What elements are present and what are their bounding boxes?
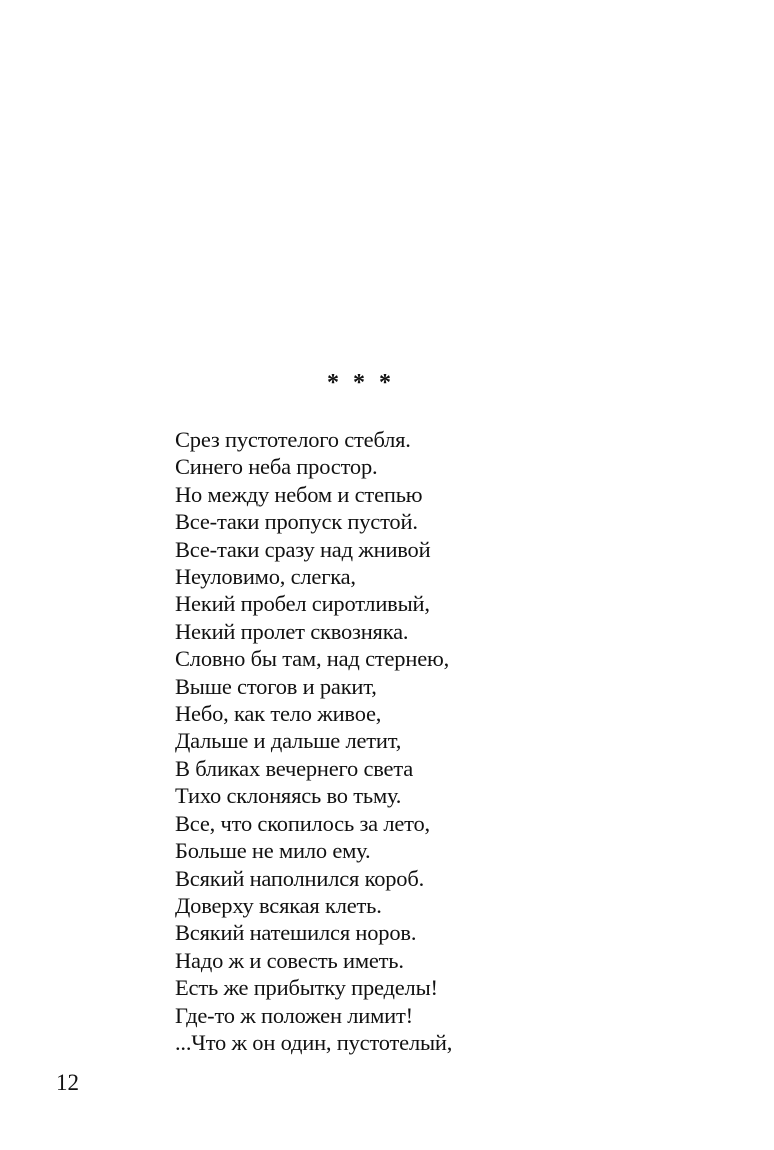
poem-line: Срез пустотелого стебля. xyxy=(175,427,411,452)
poem-line: Доверху всякая клеть. xyxy=(175,892,382,918)
poem-line: Все-таки пропуск пустой. xyxy=(175,509,418,535)
poem-line: Все-таки сразу над жнивой xyxy=(175,536,431,562)
poem-text xyxy=(175,426,735,1056)
poem-line: Где-то ж положен лимит! xyxy=(175,1002,413,1028)
poem-line: Есть же прибытку пределы! xyxy=(175,975,438,1001)
poem-line: Больше не мило ему. xyxy=(175,838,371,864)
poem-line: Дальше и дальше летит, xyxy=(175,728,402,754)
poem-line: Всякий наполнился короб. xyxy=(175,865,425,891)
poem-line: Неуловимо, слегка, xyxy=(175,564,356,590)
section-divider: * * * xyxy=(327,370,395,396)
poem-line: Некий пролет сквозняка. xyxy=(175,618,409,644)
poem-line: Всякий натешился норов. xyxy=(175,920,417,946)
poem-line: Тихо склоняясь во тьму. xyxy=(175,783,402,809)
poem-line: Некий пробел сиротливый, xyxy=(175,591,430,617)
page-number: 12 xyxy=(56,1070,79,1095)
poem-line: Все, что скопилось за лето, xyxy=(175,810,430,836)
poem-line: Надо ж и совесть иметь. xyxy=(175,947,404,973)
poem-line: В бликах вечернего света xyxy=(175,755,414,781)
poem-line: Синего неба простор. xyxy=(175,454,378,480)
poem-line: ...Что ж он один, пустотелый, xyxy=(175,1029,453,1055)
poem-line: Но между небом и степью xyxy=(175,481,423,507)
poem-line: Словно бы там, над стернею, xyxy=(175,646,450,672)
poem-line: Выше стогов и ракит, xyxy=(175,673,377,699)
poem-line: Небо, как тело живое, xyxy=(175,701,382,727)
